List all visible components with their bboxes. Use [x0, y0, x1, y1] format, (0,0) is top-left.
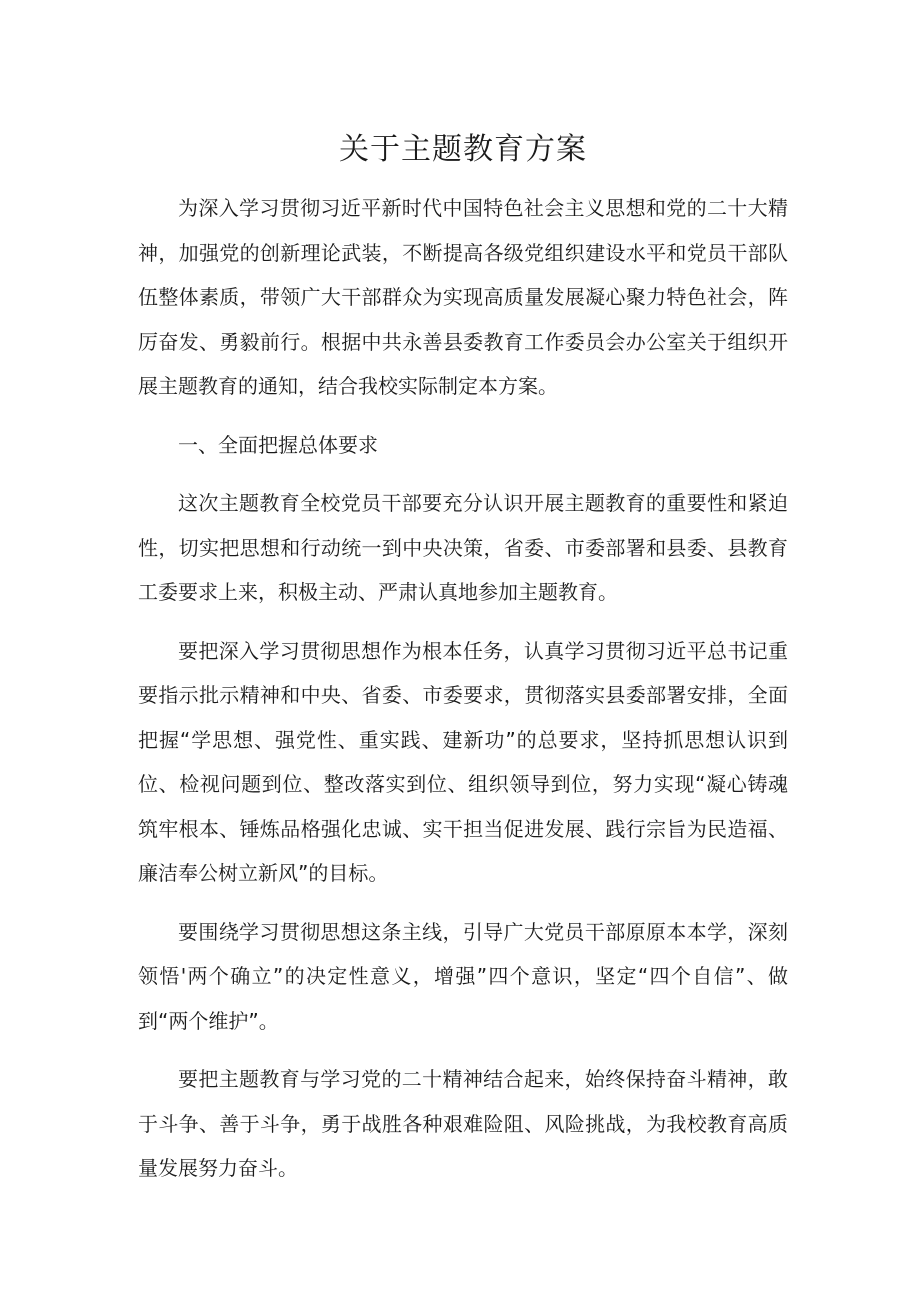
paragraph-intro: 为深入学习贯彻习近平新时代中国特色社会主义思想和党的二十大精神，加强党的创新理论武装，不断提高各级党组织建设水平和党员干部队伍整体素质，带领广大干部群众为实现高质量发展凝心聚力特色社会，阵厉奋发、勇毅前行。根据中共永善县委教育工作委员会办公室关于组织开展主题教育的通知，结合我校实际制定本方案。: [138, 196, 788, 398]
paragraph-4: 要把主题教育与学习党的二十精神结合起来，始终保持奋斗精神，敢于斗争、善于斗争，勇于战胜各种艰难险阻、风险挑战，为我校教育高质量发展努力奋斗。: [138, 1067, 788, 1180]
paragraph-1: 这次主题教育全校党员干部要充分认识开展主题教育的重要性和紧迫性，切实把思想和行动统一到中央决策，省委、市委部署和县委、县教育工委要求上来，积极主动、严肃认真地参加主题教育。: [138, 491, 788, 604]
paragraph-gap: [138, 1043, 788, 1057]
section-heading-1: 一、全面把握总体要求: [178, 432, 378, 457]
paragraph-gap: [138, 467, 788, 481]
paragraph-gap: [138, 409, 788, 423]
paragraph-3: 要围绕学习贯彻思想这条主线，引导广大党员干部原原本本学，深刻领悟'两个确立”的决定性意义，增强”四个意识，坚定“四个自信”、做到“两个维护”。: [138, 919, 788, 1033]
paragraph-gap: [138, 615, 788, 629]
document-title: 关于主题教育方案: [339, 132, 587, 167]
document-page: [138, 122, 788, 1191]
paragraph-gap: [138, 896, 788, 910]
paragraph-2: 要把深入学习贯彻思想作为根本任务，认真学习贯彻习近平总书记重要指示批示精神和中央、省委、市委要求，贯彻落实县委部署安排，全面把握“学思想、强党性、重实践、建新功”的总要求，坚持抓思想认识到位、检视问题到位、整改落实到位、组织领导到位，努力实现“凝心铸魂筑牢根本、锤炼品格强化忠诚、实干担当促进发展、践行宗旨为民造福、廉洁奉公树立新风”的目标。: [138, 638, 788, 885]
